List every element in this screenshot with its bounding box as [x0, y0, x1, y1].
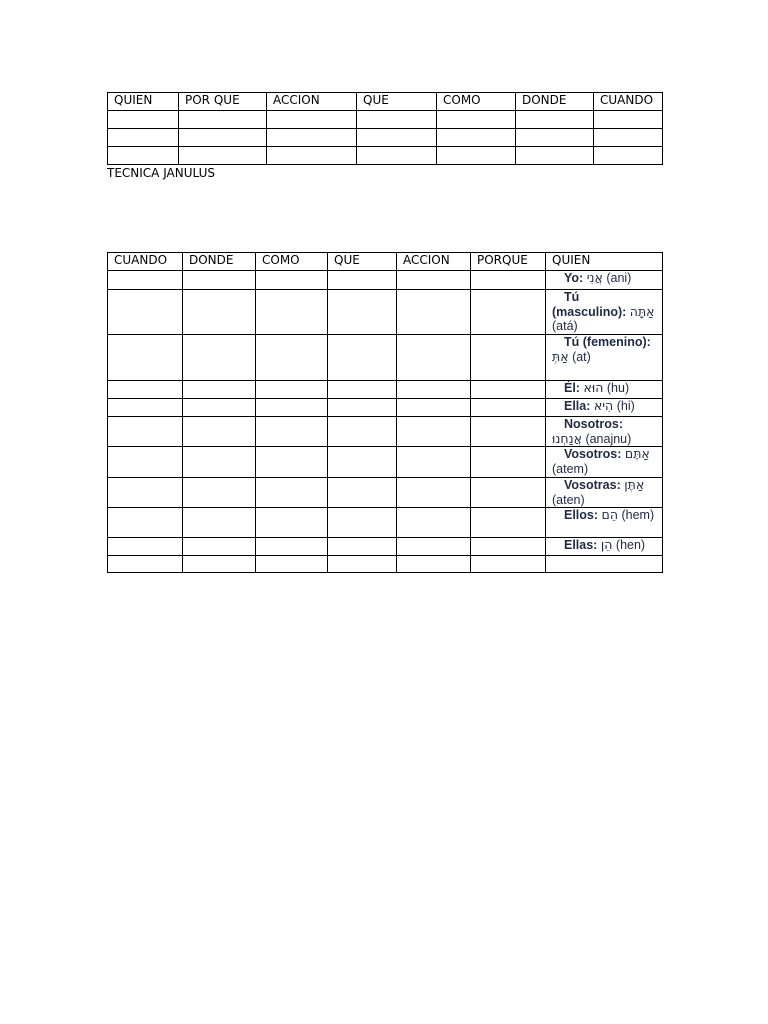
- empty-cell[interactable]: [471, 335, 546, 381]
- empty-cell[interactable]: [256, 556, 328, 573]
- empty-cell[interactable]: [183, 556, 256, 573]
- empty-cell[interactable]: [546, 556, 663, 573]
- empty-cell[interactable]: [256, 399, 328, 417]
- pronoun-cell[interactable]: [546, 538, 663, 556]
- empty-cell[interactable]: [471, 399, 546, 417]
- empty-cell[interactable]: [397, 508, 471, 538]
- table-row: [108, 147, 663, 165]
- empty-cell[interactable]: [256, 478, 328, 508]
- pronoun-label: Tú (masculino):: [552, 290, 627, 319]
- table-header-row: [108, 253, 663, 271]
- empty-cell[interactable]: [397, 381, 471, 399]
- table-row: [108, 399, 663, 417]
- hebrew-word: אַתְּ: [552, 348, 569, 364]
- empty-cell[interactable]: [328, 478, 397, 508]
- empty-cell[interactable]: [471, 271, 546, 290]
- empty-cell[interactable]: [397, 335, 471, 381]
- transliteration: (hen): [615, 538, 646, 552]
- pronoun-label: Él:: [564, 381, 580, 395]
- empty-cell[interactable]: [256, 447, 328, 478]
- hebrew-word: אֲנַחְנוּ: [552, 430, 582, 446]
- header-cell[interactable]: QUIEN: [546, 253, 663, 271]
- janulus-table-top: [107, 92, 663, 165]
- empty-cell[interactable]: [594, 147, 663, 165]
- empty-cell[interactable]: [397, 538, 471, 556]
- empty-cell[interactable]: [108, 129, 179, 147]
- empty-cell[interactable]: [471, 556, 546, 573]
- empty-cell[interactable]: [471, 478, 546, 508]
- empty-cell[interactable]: [471, 417, 546, 447]
- empty-cell[interactable]: [179, 111, 267, 129]
- header-cell[interactable]: ACCION: [267, 93, 357, 111]
- empty-cell[interactable]: [108, 447, 183, 478]
- empty-cell[interactable]: [183, 335, 256, 381]
- pronoun-label: Ellas:: [564, 538, 598, 552]
- empty-cell[interactable]: [267, 129, 357, 147]
- table-row: [108, 556, 663, 573]
- hebrew-word: הֵם: [601, 507, 618, 522]
- empty-cell[interactable]: [397, 556, 471, 573]
- empty-cell[interactable]: [108, 290, 183, 335]
- empty-cell[interactable]: [357, 147, 437, 165]
- header-cell[interactable]: PORQUE: [471, 253, 546, 271]
- transliteration: (atá): [552, 319, 578, 333]
- empty-cell[interactable]: [108, 147, 179, 165]
- empty-cell[interactable]: [328, 271, 397, 290]
- empty-cell[interactable]: [108, 538, 183, 556]
- pronoun-cell[interactable]: [546, 399, 663, 417]
- pronoun-cell[interactable]: [546, 290, 663, 335]
- header-cell[interactable]: CUANDO: [594, 93, 663, 111]
- transliteration: (aten): [552, 492, 585, 507]
- empty-cell[interactable]: [471, 381, 546, 399]
- transliteration: (hu): [606, 381, 630, 395]
- pronoun-cell[interactable]: [546, 417, 663, 447]
- empty-cell[interactable]: [397, 417, 471, 447]
- hebrew-word: הֵן: [600, 537, 613, 552]
- empty-cell[interactable]: [108, 417, 183, 447]
- empty-cell[interactable]: [267, 111, 357, 129]
- janulus-table-bottom: [107, 252, 663, 573]
- empty-cell[interactable]: [328, 447, 397, 478]
- hebrew-word: הִיא: [593, 398, 614, 413]
- empty-cell[interactable]: [471, 290, 546, 335]
- empty-cell[interactable]: [183, 508, 256, 538]
- empty-cell[interactable]: [594, 129, 663, 147]
- pronoun-cell[interactable]: [546, 447, 663, 478]
- transliteration: (atem): [552, 461, 589, 476]
- empty-cell[interactable]: [516, 129, 594, 147]
- empty-cell[interactable]: [516, 147, 594, 165]
- header-cell[interactable]: QUE: [328, 253, 397, 271]
- header-cell[interactable]: QUIEN: [108, 93, 179, 111]
- empty-cell[interactable]: [183, 271, 256, 290]
- empty-cell[interactable]: [328, 556, 397, 573]
- empty-cell[interactable]: [328, 335, 397, 381]
- empty-cell[interactable]: [397, 271, 471, 290]
- empty-cell[interactable]: [183, 290, 256, 335]
- empty-cell[interactable]: [471, 538, 546, 556]
- empty-cell[interactable]: [108, 381, 183, 399]
- hebrew-word: אַתֶּם: [624, 446, 650, 461]
- header-cell[interactable]: ACCION: [397, 253, 471, 271]
- empty-cell[interactable]: [183, 417, 256, 447]
- empty-cell[interactable]: [108, 478, 183, 508]
- empty-cell[interactable]: [183, 538, 256, 556]
- empty-cell[interactable]: [183, 447, 256, 478]
- table-row: [108, 508, 663, 538]
- pronoun-cell[interactable]: [546, 271, 663, 290]
- empty-cell[interactable]: [108, 399, 183, 417]
- pronoun-cell[interactable]: [546, 335, 663, 381]
- empty-cell[interactable]: [256, 381, 328, 399]
- empty-cell[interactable]: [328, 417, 397, 447]
- empty-cell[interactable]: [179, 147, 267, 165]
- header-cell[interactable]: COMO: [256, 253, 328, 271]
- hebrew-word: אֲנִי: [586, 270, 603, 285]
- empty-cell[interactable]: [183, 399, 256, 417]
- transliteration: (ani): [606, 271, 632, 285]
- header-cell[interactable]: POR QUE: [179, 93, 267, 111]
- header-cell[interactable]: COMO: [437, 93, 516, 111]
- empty-cell[interactable]: [357, 111, 437, 129]
- empty-cell[interactable]: [108, 556, 183, 573]
- header-cell[interactable]: DONDE: [516, 93, 594, 111]
- header-cell[interactable]: CUANDO: [108, 253, 183, 271]
- pronoun-label: Nosotros:: [564, 417, 624, 431]
- header-cell[interactable]: QUE: [357, 93, 437, 111]
- empty-cell[interactable]: [437, 129, 516, 147]
- empty-cell[interactable]: [179, 129, 267, 147]
- empty-cell[interactable]: [437, 111, 516, 129]
- empty-cell[interactable]: [328, 290, 397, 335]
- empty-cell[interactable]: [594, 111, 663, 129]
- empty-cell[interactable]: [328, 538, 397, 556]
- transliteration: (hem): [621, 508, 655, 522]
- table-row: [108, 478, 663, 508]
- empty-cell[interactable]: [437, 147, 516, 165]
- transliteration: (anajnu): [585, 431, 632, 446]
- empty-cell[interactable]: [256, 290, 328, 335]
- table-row: [108, 381, 663, 399]
- empty-cell[interactable]: [256, 538, 328, 556]
- empty-cell[interactable]: [516, 111, 594, 129]
- hebrew-word: אַתָּה: [629, 303, 655, 319]
- empty-cell[interactable]: [328, 399, 397, 417]
- pronoun-cell[interactable]: [546, 381, 663, 399]
- header-cell[interactable]: DONDE: [183, 253, 256, 271]
- transliteration: (hi): [616, 399, 635, 413]
- hebrew-word: הוּא: [583, 380, 604, 395]
- table-caption: TECNICA JANULUS: [107, 166, 215, 180]
- pronoun-cell[interactable]: [546, 508, 663, 538]
- hebrew-word: אַתֶּן: [624, 477, 645, 492]
- empty-cell[interactable]: [397, 290, 471, 335]
- table-row: [108, 129, 663, 147]
- table-row: [108, 111, 663, 129]
- pronoun-label: Ella:: [564, 399, 591, 413]
- empty-cell[interactable]: [328, 381, 397, 399]
- empty-cell[interactable]: [471, 447, 546, 478]
- transliteration: (at): [572, 349, 591, 364]
- pronoun-label: Tú (femenino):: [564, 335, 651, 349]
- table-row: [108, 417, 663, 447]
- empty-cell[interactable]: [108, 111, 179, 129]
- empty-cell[interactable]: [256, 271, 328, 290]
- pronoun-label: Vosotros:: [564, 447, 622, 461]
- table-row: [108, 447, 663, 478]
- empty-cell[interactable]: [397, 399, 471, 417]
- empty-cell[interactable]: [108, 335, 183, 381]
- empty-cell[interactable]: [471, 508, 546, 538]
- table-header-row: [108, 93, 663, 111]
- pronoun-label: Ellos:: [564, 508, 599, 522]
- empty-cell[interactable]: [108, 508, 183, 538]
- pronoun-label: Vosotras:: [564, 478, 621, 492]
- empty-cell[interactable]: [183, 381, 256, 399]
- empty-cell[interactable]: [357, 129, 437, 147]
- empty-cell[interactable]: [256, 417, 328, 447]
- table-row: [108, 538, 663, 556]
- table-row: [108, 290, 663, 335]
- empty-cell[interactable]: [397, 447, 471, 478]
- empty-cell[interactable]: [267, 147, 357, 165]
- pronoun-label: Yo:: [564, 271, 584, 285]
- empty-cell[interactable]: [256, 335, 328, 381]
- table-row: [108, 271, 663, 290]
- pronoun-cell[interactable]: [546, 478, 663, 508]
- empty-cell[interactable]: [256, 508, 328, 538]
- table-row: [108, 335, 663, 381]
- empty-cell[interactable]: [183, 478, 256, 508]
- empty-cell[interactable]: [108, 271, 183, 290]
- empty-cell[interactable]: [328, 508, 397, 538]
- empty-cell[interactable]: [397, 478, 471, 508]
